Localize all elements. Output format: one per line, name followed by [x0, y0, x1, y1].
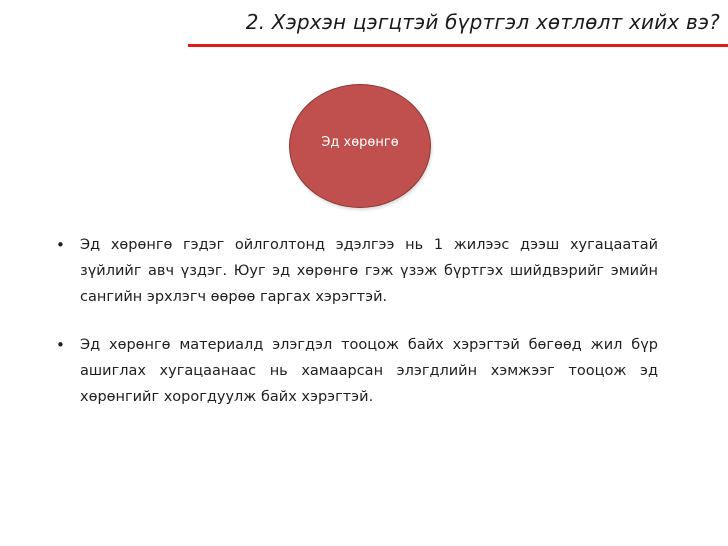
- bullet-text: Эд хөрөнгө материалд элэгдэл тооцож байх хэрэгтэй бөгөөд жил бүр ашиглах хугацаанаас нь хамаарсан элэгдлийн хэмжээг тооцож эд хөрөнгийг хорогдуулж байх хэрэгтэй.: [80, 337, 658, 405]
- asset-circle-label: Эд хөрөнгө: [321, 134, 399, 150]
- slide-title: 2. Хэрхэн цэгцтэй бүртгэл хөтлөлт хийх вэ?: [245, 10, 720, 34]
- asset-circle: [289, 84, 431, 208]
- bullet-marker: •: [56, 236, 65, 254]
- bullet-text: Эд хөрөнгө гэдэг ойлголтонд эдэлгээ нь 1 жилээс дээш хугацаатай зүйлийг авч үздэг. Юуг эд хөрөнгө гэж үзэж бүртгэх шийдвэрийг эмийн сангийн эрхлэгч өөрөө гаргах хэрэгтэй.: [80, 237, 658, 305]
- bullet-item: [56, 332, 658, 410]
- bullet-list: [56, 232, 658, 432]
- bullet-marker: •: [56, 336, 65, 354]
- bullet-item: [56, 232, 658, 310]
- title-underline: [188, 44, 728, 47]
